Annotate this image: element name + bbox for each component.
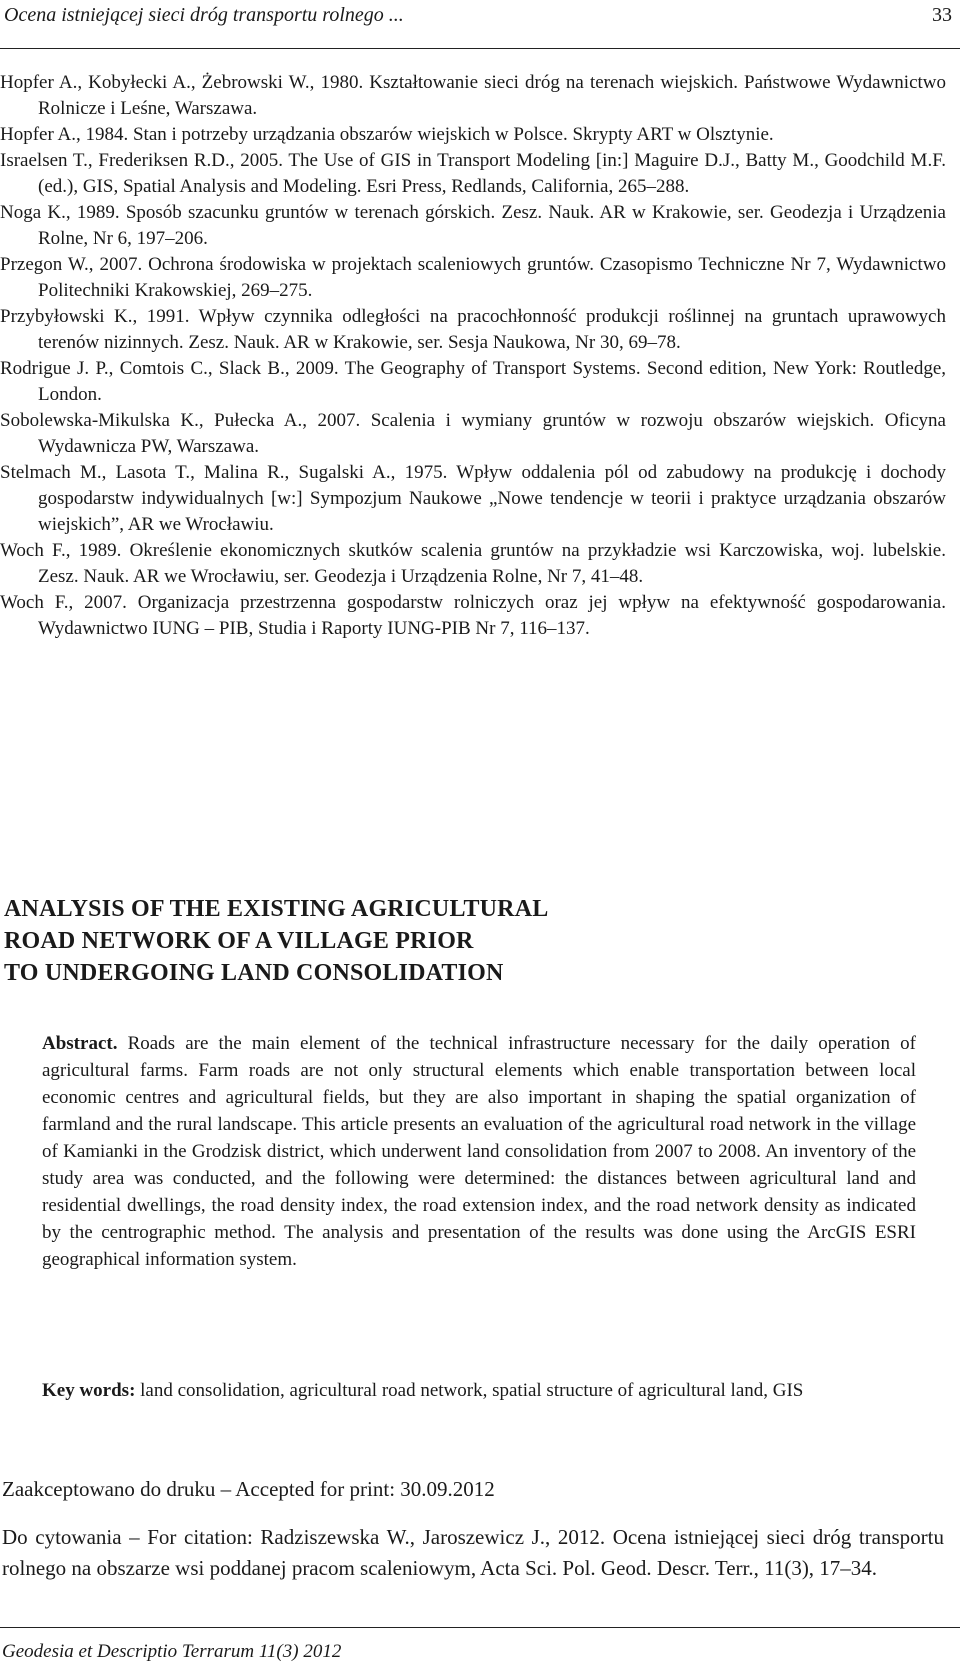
abstract [42, 1030, 916, 1273]
reference-item: Sobolewska-Mikulska K., Pułecka A., 2007. Scalenia i wymiany gruntów w rozwoju obszarów wiejskich. Oficyna Wydawnicza PW, Warszawa. [0, 410, 946, 457]
citation: Do cytowania – For citation: Radziszewska W., Jaroszewicz J., 2012. Ocena istniejącej sieci dróg transportu rolnego na obszarze wsi poddanej pracom scaleniowym, Acta Sci. Pol. Geod. Descr. Terr., 11(3), 17–34. [2, 1525, 944, 1580]
running-title: Ocena istniejącej sieci dróg transportu rolnego ... [4, 4, 404, 26]
english-title-line: ROAD NETWORK OF A VILLAGE PRIOR [4, 928, 474, 954]
accepted-date: Zaakceptowano do druku – Accepted for print: 30.09.2012 [2, 1477, 495, 1501]
keywords-label: Key words: [42, 1380, 141, 1401]
reference-item: Noga K., 1989. Sposób szacunku gruntów w terenach górskich. Zesz. Nauk. AR w Krakowie, ser. Geodezja i Urządzenia Rolne, Nr 6, 197–206. [0, 202, 946, 249]
reference-item: Rodrigue J. P., Comtois C., Slack B., 2009. The Geography of Transport Systems. Second edition, New York: Routledge, London. [0, 358, 946, 405]
reference-item: Przegon W., 2007. Ochrona środowiska w projektach scaleniowych gruntów. Czasopismo Techniczne Nr 7, Wydawnictwo Politechniki Krakowskiej, 269–275. [0, 254, 946, 301]
reference-item: Woch F., 2007. Organizacja przestrzenna gospodarstw rolniczych oraz jej wpływ na efektywność gospodarowania. Wydawnictwo IUNG – PIB, Studia i Raporty IUNG-PIB Nr 7, 116–137. [0, 592, 946, 639]
journal-name: Geodesia et Descriptio Terrarum 11(3) 2012 [2, 1641, 342, 1662]
keywords [42, 1377, 916, 1404]
english-title-line: ANALYSIS OF THE EXISTING AGRICULTURAL [4, 896, 549, 922]
reference-item: Stelmach M., Lasota T., Malina R., Sugalski A., 1975. Wpływ oddalenia pól od zabudowy na produkcję i dochody gospodarstw indywidualnych [w:] Sympozjum Naukowe „Nowe tendencje w teorii i praktyce urządzania obszarów wiejskich”, AR we Wrocławiu. [0, 462, 946, 535]
abstract-label: Abstract. [42, 1033, 128, 1054]
reference-item: Hopfer A., Kobyłecki A., Żebrowski W., 1980. Kształtowanie sieci dróg na terenach wiejskich. Państwowe Wydawnictwo Rolnicze i Leśne, Warszawa. [0, 72, 946, 119]
running-footer [0, 1627, 960, 1662]
english-title-line: TO UNDERGOING LAND CONSOLIDATION [4, 960, 504, 986]
reference-list [0, 70, 946, 642]
running-header [0, 0, 960, 49]
reference-item: Hopfer A., 1984. Stan i potrzeby urządzania obszarów wiejskich w Polsce. Skrypty ART w Olsztynie. [0, 124, 774, 145]
reference-item: Woch F., 1989. Określenie ekonomicznych skutków scalenia gruntów na przykładzie wsi Karczowiska, woj. lubelskie. Zesz. Nauk. AR we Wrocławiu, ser. Geodezja i Urządzenia Rolne, Nr 7, 41–48. [0, 540, 946, 587]
reference-item: Przybyłowski K., 1991. Wpływ czynnika odległości na pracochłonność produkcji roślinnej na gruntach uprawowych terenów nizinnych. Zesz. Nauk. AR w Krakowie, ser. Sesja Naukowa, Nr 30, 69–78. [0, 306, 946, 353]
keywords-text: land consolidation, agricultural road network, spatial structure of agricultural land, GIS [140, 1380, 804, 1401]
reference-item: Israelsen T., Frederiksen R.D., 2005. The Use of GIS in Transport Modeling [in:] Maguire D.J., Batty M., Goodchild M.F. (ed.), GIS, Spatial Analysis and Modeling. Esri Press, Redlands, California, 265–288. [0, 150, 946, 197]
page-number: 33 [932, 4, 952, 26]
abstract-text: Roads are the main element of the technical infrastructure necessary for the daily operation of agricultural farms. Farm roads are not only structural elements which enable transportation between local economic centres and agricultural fields, but they are also important in shaping the spatial organization of farmland and the rural landscape. This article presents an evaluation of the agricultural road network in the village of Kamianki in the Grodzisk district, which underwent land consolidation from 2007 to 2008. An inventory of the study area was conducted, and the following were determined: the distances between agricultural land and residential dwellings, the road density index, the road extension index, and the road network density as indicated by the centrographic method. The analysis and presentation of the results was done using the ArcGIS ESRI geographical information system. [42, 1033, 917, 1270]
english-title [4, 893, 804, 989]
